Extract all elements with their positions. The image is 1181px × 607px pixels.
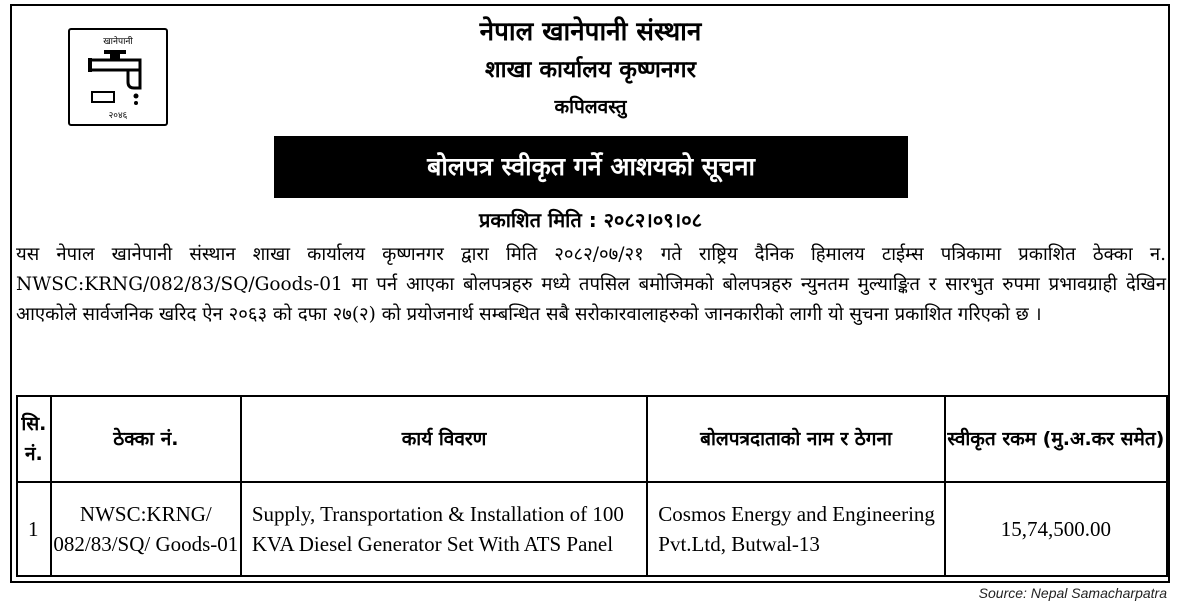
cell-amount: 15,74,500.00 xyxy=(945,482,1167,576)
cell-serial-no: 1 xyxy=(17,482,51,576)
header-approved-amount: स्वीकृत रकम (मु.अ.कर समेत) xyxy=(945,396,1167,482)
header-contract-no: ठेक्का नं. xyxy=(51,396,241,482)
notice-title-banner: बोलपत्र स्वीकृत गर्ने आशयको सूचना xyxy=(274,136,908,198)
logo-bottom-text: २०४६ xyxy=(108,111,128,121)
table-row xyxy=(17,482,1167,576)
header-work-description: कार्य विवरण xyxy=(241,396,647,482)
publication-date: प्रकाशित मिति : २०८२।०९।०८ xyxy=(478,208,703,232)
cell-contract-no: NWSC:KRNG/ 082/83/SQ/ Goods-01 xyxy=(51,482,241,576)
organization-name: नेपाल खानेपानी संस्थान xyxy=(479,17,702,47)
cell-work-description: Supply, Transportation & Installation of 100 KVA Diesel Generator Set With ATS Panel xyxy=(241,482,647,576)
source-credit: Source: Nepal Samacharpatra xyxy=(978,585,1167,601)
header-serial-no: सि. नं. xyxy=(17,396,51,482)
header-bidder-name-address: बोलपत्रदाताको नाम र ठेगना xyxy=(647,396,945,482)
award-table xyxy=(16,395,1168,577)
notice-body-paragraph: यस नेपाल खानेपानी संस्थान शाखा कार्यालय कृष्णनगर द्वारा मिति २०८२/०७/२१ गते राष्ट्रिय दैनिक हिमालय टाईम्स पत्रिकामा प्रकाशित ठेक्का न. NWSC:KRNG/082/83/SQ/Goods-01 मा पर्न आएका बोलपत्रहरु मध्ये तपसिल बमोजिमको बोलपत्रहरु न्युनतम मुल्याङ्कित र सारभुत रुपमा प्रभावग्राही देखिन आएकोले सार्वजनिक खरिद ऐन २०६३ को दफा २७(२) को प्रयोजनार्थ सम्बन्धित सबै सरोकारवालाहरुको जानकारीको लागी यो सुचना प्रकाशित गरिएको छ । xyxy=(16,244,1166,325)
office-name: शाखा कार्यालय कृष्णनगर xyxy=(484,57,697,83)
cell-bidder: Cosmos Energy and Engineering Pvt.Ltd, Butwal-13 xyxy=(647,482,945,576)
table-header-row xyxy=(17,396,1167,482)
district-name: कपिलवस्तु xyxy=(554,96,627,118)
logo-top-text: खानेपानी xyxy=(103,37,133,47)
